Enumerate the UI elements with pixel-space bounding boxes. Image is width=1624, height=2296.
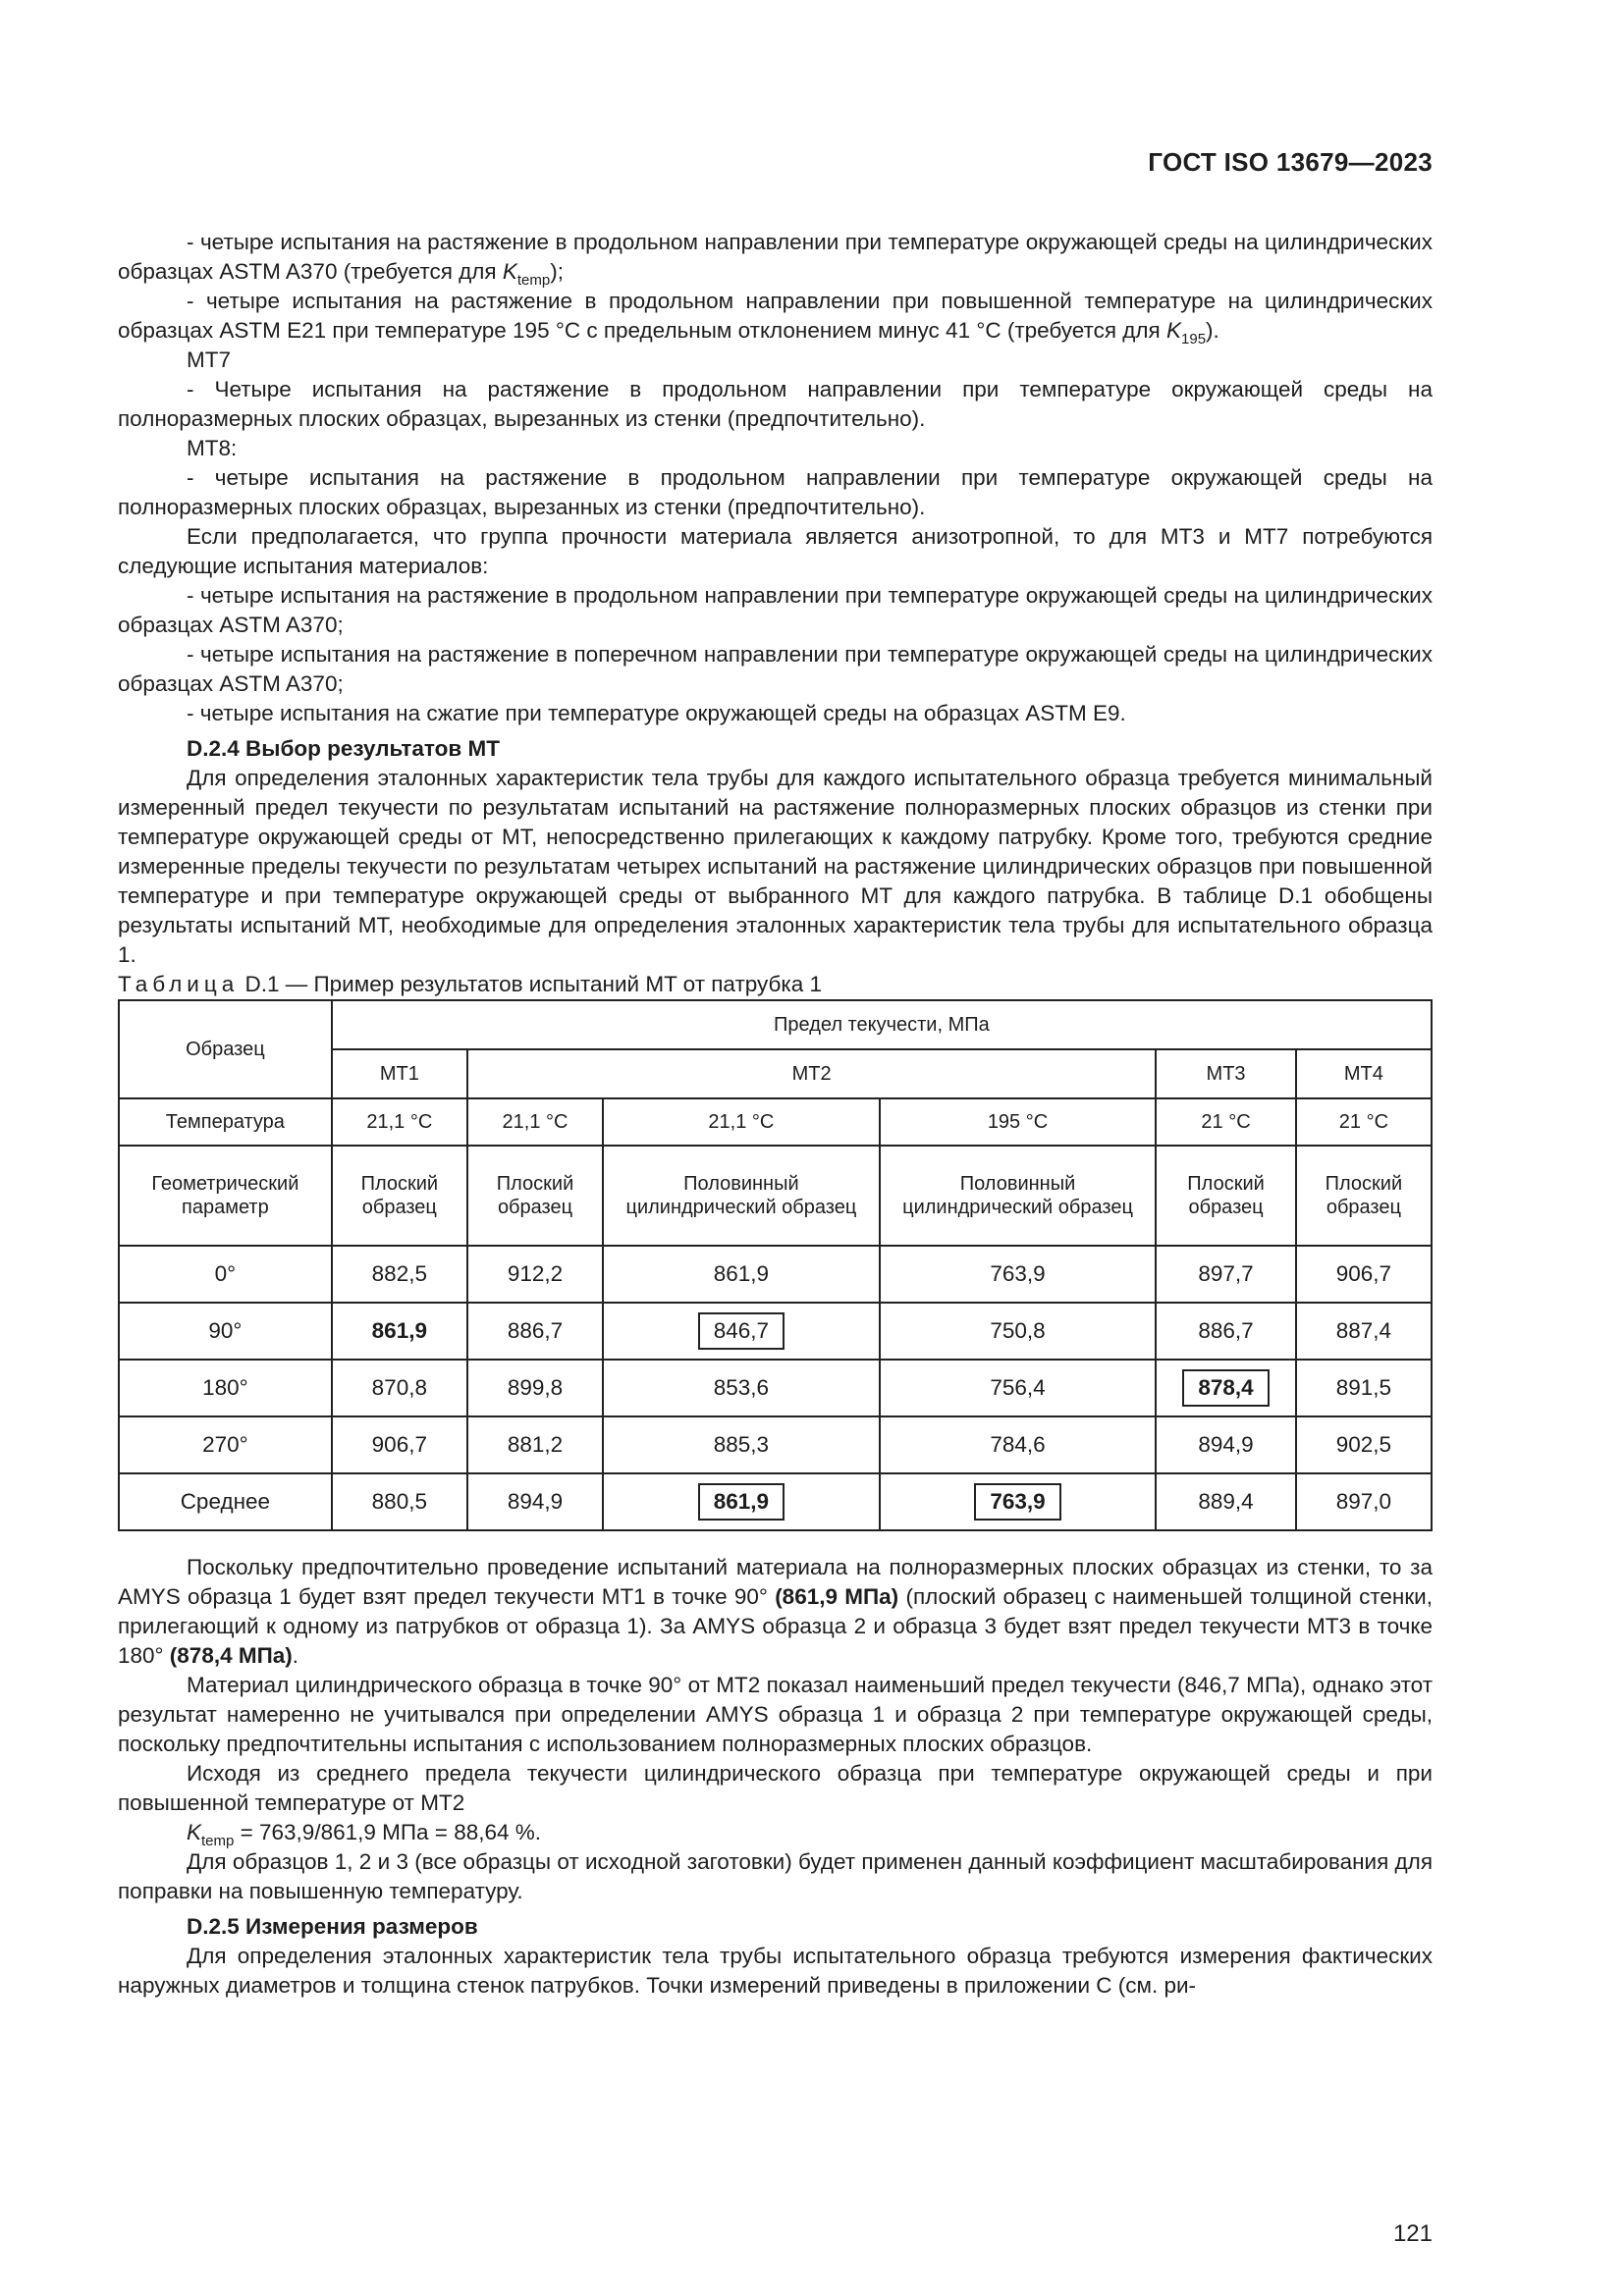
value-cell (603, 1473, 880, 1530)
value-cell: 880,5 (332, 1473, 467, 1530)
header-mt3: MT3 (1156, 1049, 1295, 1098)
value-cell: 906,7 (1296, 1246, 1432, 1303)
mt8-text: - четыре испытания на растяжение в продольном направлении при температуре окружающей среды на полноразмерных плоских образцах, вырезанных из стенки (предпочтительно). (118, 465, 1433, 519)
row-label: 180° (119, 1360, 332, 1416)
value-cell: 763,9 (880, 1246, 1157, 1303)
temp-cell: 195 °C (880, 1098, 1157, 1146)
results-table (118, 999, 1433, 1531)
value-cell: 897,7 (1156, 1246, 1295, 1303)
value-cell: 899,8 (467, 1360, 603, 1416)
aniso-bullet-2: - четыре испытания на растяжение в поперечном направлении при температуре окружающей среды на цилиндрических образцах ASTM A370; (118, 642, 1433, 696)
geom-label: Геометрический параметр (119, 1146, 332, 1246)
row-label: Среднее (119, 1473, 332, 1530)
geom-cell: Половинный цилиндрический образец (880, 1146, 1157, 1246)
geom-cell: Плоский образец (1156, 1146, 1295, 1246)
value-cell: 894,9 (1156, 1416, 1295, 1473)
value-cell: 891,5 (1296, 1360, 1432, 1416)
header-mt2: MT2 (467, 1049, 1156, 1098)
table-row (119, 1303, 1432, 1360)
value-cell: 885,3 (603, 1416, 880, 1473)
header-mt4: MT4 (1296, 1049, 1432, 1098)
value-cell: 897,0 (1296, 1473, 1432, 1530)
value-cell: 894,9 (467, 1473, 603, 1530)
value-cell: 886,7 (1156, 1303, 1295, 1360)
table-row (119, 1246, 1432, 1303)
page-number: 121 (1392, 2220, 1433, 2247)
ktemp-formula: $K_{temp} = 763,9/861,9$ МПа = 88,64 %. (187, 1820, 542, 1849)
header-mt1: MT1 (332, 1049, 467, 1098)
value-cell: 881,2 (467, 1416, 603, 1473)
header-yield: Предел текучести, МПа (332, 1000, 1432, 1049)
value-cell: 912,2 (467, 1246, 603, 1303)
value-cell: 902,5 (1296, 1416, 1432, 1473)
geom-cell: Плоский образец (1296, 1146, 1432, 1246)
table-row (119, 1416, 1432, 1473)
section-text-d24: Для определения эталонных характеристик тела трубы для каждого испытательного образца требуется минимальный измеренный предел текучести по результатам испытаний на растяжение полноразмерных плоских образцов из стенки при температуре окружающей среды от MT, непосредственно прилегающих к каждому патрубку. Кроме того, требуются средние измеренные пределы текучести по результатам четырех испытаний на растяжение цилиндрических образцов при повышенной температуре и при температуре окружающей среды от выбранного MT для каждого патрубка. В таблице D.1 обобщены результаты испытаний MT, необходимые для определения эталонных характеристик тела трубы для испытательного образца 1. (118, 766, 1433, 967)
table-row (119, 1473, 1432, 1530)
row-label: 270° (119, 1416, 332, 1473)
value-cell: 906,7 (332, 1416, 467, 1473)
value-cell-highlighted: 861,9 (332, 1303, 467, 1360)
section-heading-d24: D.2.4 Выбор результатов MT (187, 736, 500, 761)
value-cell: 861,9 (603, 1246, 880, 1303)
boxed-value: 861,9 (698, 1483, 785, 1521)
table-caption: Таблица D.1 — Пример результатов испытаний MT от патрубка 1 (118, 972, 823, 996)
mt7-text: - Четыре испытания на растяжение в продольном направлении при температуре окружающей среды на полноразмерных плоских образцах, вырезанных из стенки (предпочтительно). (118, 377, 1433, 431)
page-content (118, 228, 1433, 2001)
header-sample: Образец (119, 1000, 332, 1098)
value-cell: 756,4 (880, 1360, 1157, 1416)
mt7-label: MT7 (187, 347, 231, 372)
temp-cell: 21,1 °C (603, 1098, 880, 1146)
anisotropy-paragraph: Если предполагается, что группа прочности материала является анизотропной, то для MT3 и MT7 потребуются следующие испытания материалов: (118, 524, 1433, 578)
amys-paragraph: Поскольку предпочтительно проведение испытаний материала на полноразмерных плоских образцах из стенки, то за AMYS образца 1 будет взят предел текучести MT1 в точке 90° (861,9 МПа) (плоский образец с наименьшей толщиной стенки, прилегающий к одному из патрубков от образца 1). За AMYS образца 2 и образца 3 будет взят предел текучести MT3 в точке 180° (878,4 МПа). (118, 1555, 1433, 1668)
geom-cell: Половинный цилиндрический образец (603, 1146, 880, 1246)
value-cell: 887,4 (1296, 1303, 1432, 1360)
boxed-value: 763,9 (974, 1483, 1060, 1521)
temp-cell: 21 °C (1156, 1098, 1295, 1146)
document-id: ГОСТ ISO 13679—2023 (1148, 147, 1433, 177)
value-cell: 853,6 (603, 1360, 880, 1416)
temp-cell: 21 °C (1296, 1098, 1432, 1146)
bullet-mt-195: - четыре испытания на растяжение в продольном направлении при повышенной температуре на цилиндрических образцах ASTM E21 при температуре 195 °C с предельным отклонением минус 41 °C (требуется для $K_{195}$). (118, 289, 1433, 347)
value-cell (603, 1303, 880, 1360)
boxed-value: 846,7 (698, 1312, 785, 1350)
value-cell: 886,7 (467, 1303, 603, 1360)
section-heading-d25: D.2.5 Измерения размеров (187, 1914, 478, 1939)
value-cell: 889,4 (1156, 1473, 1295, 1530)
value-cell (1156, 1360, 1295, 1416)
value-cell: 882,5 (332, 1246, 467, 1303)
scaling-paragraph: Для образцов 1, 2 и 3 (все образцы от исходной заготовки) будет применен данный коэффициент масштабирования для поправки на повышенную температуру. (118, 1849, 1433, 1903)
value-cell: 870,8 (332, 1360, 467, 1416)
value-cell: 750,8 (880, 1303, 1157, 1360)
boxed-value: 878,4 (1182, 1369, 1269, 1407)
temp-cell: 21,1 °C (332, 1098, 467, 1146)
geom-cell: Плоский образец (467, 1146, 603, 1246)
temp-label: Температура (119, 1098, 332, 1146)
temp-cell: 21,1 °C (467, 1098, 603, 1146)
section-text-d25: Для определения эталонных характеристик тела трубы испытательного образца требуются измерения фактических наружных диаметров и толщина стенок патрубков. Точки измерений приведены в приложении С (см. ри- (118, 1944, 1433, 1998)
bullet-mt-temp: - четыре испытания на растяжение в продольном направлении при температуре окружающей среды на цилиндрических образцах ASTM A370 (требуется для $K_{temp}$); (118, 230, 1433, 289)
aniso-bullet-3: - четыре испытания на сжатие при температуре окружающей среды на образцах ASTM E9. (187, 701, 1126, 725)
value-cell (880, 1473, 1157, 1530)
aniso-bullet-1: - четыре испытания на растяжение в продольном направлении при температуре окружающей среды на цилиндрических образцах ASTM A370; (118, 583, 1433, 637)
mt8-label: MT8: (187, 436, 238, 460)
average-paragraph: Исходя из среднего предела текучести цилиндрического образца при температуре окружающей среды и при повышенной температуре от MT2 (118, 1761, 1433, 1815)
row-label: 90° (119, 1303, 332, 1360)
value-cell: 784,6 (880, 1416, 1157, 1473)
row-label: 0° (119, 1246, 332, 1303)
table-row (119, 1360, 1432, 1416)
cylinder-paragraph: Материал цилиндрического образца в точке 90° от MT2 показал наименьший предел текучести (846,7 МПа), однако этот результат намеренно не учитывался при определении AMYS образца 1 и образца 2 при температуре окружающей среды, поскольку предпочтительны испытания с использованием полноразмерных плоских образцов. (118, 1673, 1433, 1756)
geom-cell: Плоский образец (332, 1146, 467, 1246)
